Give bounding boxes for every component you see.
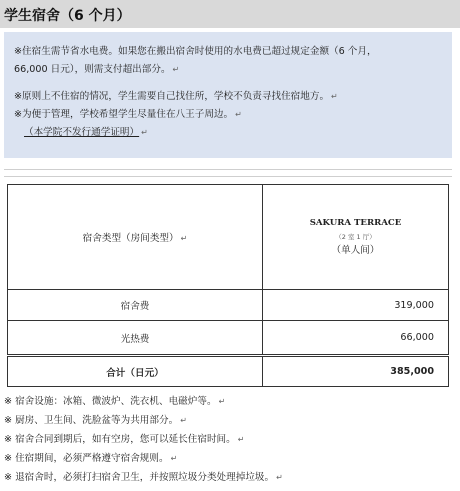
table-row xyxy=(8,290,449,321)
paragraph-mark-icon: ↵ xyxy=(141,128,148,137)
row-label-dorm-fee: 宿舍费 xyxy=(8,290,263,321)
fee-table xyxy=(7,184,449,387)
dorm-header-cell xyxy=(263,185,449,290)
total-value: 385,000 xyxy=(263,356,449,387)
divider xyxy=(4,176,452,177)
divider xyxy=(4,169,452,170)
notice-box xyxy=(4,32,452,158)
room-type-header: 宿舍类型（房间类型） ↵ xyxy=(8,185,263,290)
paragraph-mark-icon: ↵ xyxy=(170,454,178,463)
row-value-utilities: 66,000 xyxy=(263,321,449,356)
table-total-row xyxy=(8,356,449,387)
notice-line-location: ※为便于管理，学校希望学生尽量住在八王子周边。 ↵ xyxy=(14,109,242,120)
notice-line-housing: ※原则上不住宿的情况，学生需要自己找住所，学校不负责寻找住宿地方。 ↵ xyxy=(14,91,338,102)
dorm-name: SAKURA TERRACE xyxy=(309,218,402,228)
footnotes xyxy=(4,392,456,487)
total-label: 合计（日元） xyxy=(8,356,263,387)
notice-line-utilities-cont: 66,000 日元），则需支付超出部分。 ↵ xyxy=(14,64,180,75)
footnote-item: ※ 住宿期间，必须严格遵守宿舍规则。 ↵ xyxy=(4,453,178,464)
footnote-item: ※ 宿舍设施：冰箱、微波炉、洗衣机、电磁炉等。 ↵ xyxy=(4,396,226,407)
paragraph-mark-icon: ↵ xyxy=(276,473,283,482)
notice-line-utilities: ※住宿生需节省水电费。如果您在搬出宿舍时使用的水电费已超过规定金额（6 个月， xyxy=(14,46,377,57)
paragraph-mark-icon: ↵ xyxy=(172,65,180,74)
table-row xyxy=(8,321,449,356)
notice-line-certificate: （本学院不发行通学证明） ↵ xyxy=(24,127,148,138)
row-value-dorm-fee: 319,000 xyxy=(263,290,449,321)
footnote-item: ※ 宿舍合同到期后，如有空房，您可以延长住宿时间。 ↵ xyxy=(4,434,245,445)
paragraph-mark-icon: ↵ xyxy=(235,110,242,119)
table-header-row xyxy=(8,185,449,290)
paragraph-mark-icon: ↵ xyxy=(331,92,338,101)
dorm-floorplan: （2 室 1 厅） xyxy=(335,233,376,241)
footnote-item: ※ 厨房、卫生间、洗脸盆等为共用部分。 ↵ xyxy=(4,415,187,426)
paragraph-mark-icon: ↵ xyxy=(180,234,188,243)
paragraph-mark-icon: ↵ xyxy=(218,397,226,406)
footnote-item: ※ 退宿舍时，必须打扫宿舍卫生，并按照垃圾分类处理掉垃圾。 ↵ xyxy=(4,472,283,483)
page-title: 学生宿舍（6 个月） xyxy=(0,0,460,28)
dorm-room-type: （单人间） xyxy=(331,245,380,256)
paragraph-mark-icon: ↵ xyxy=(180,416,187,425)
row-label-utilities: 光热费 xyxy=(8,321,263,356)
paragraph-mark-icon: ↵ xyxy=(237,435,245,444)
